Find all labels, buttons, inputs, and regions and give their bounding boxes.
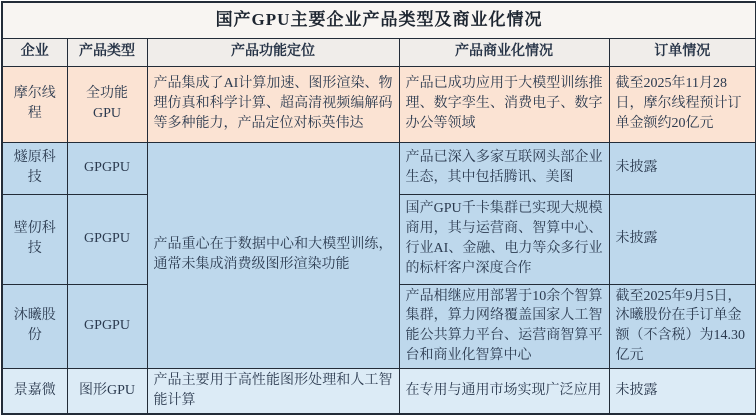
product-type-cell: GPGPU [67, 284, 147, 369]
function-cell-merged: 产品重心在于数据中心和大模型训练，通常未集成消费级图形渲染功能 [147, 142, 399, 369]
col-header-product-type: 产品类型 [67, 38, 147, 66]
col-header-commercial: 产品商业化情况 [399, 38, 609, 66]
orders-cell: 截至2025年9月5日，沐曦股份在手订单金额（不含税）为14.30亿元 [609, 284, 756, 369]
orders-cell: 未披露 [609, 194, 756, 284]
product-type-cell: GPGPU [67, 194, 147, 284]
company-cell: 燧原科技 [2, 142, 67, 194]
col-header-company: 企业 [2, 38, 67, 66]
function-cell: 产品集成了AI计算加速、图形渲染、物理仿真和科学计算、超高清视频编解码等多种能力，产品定位对标英伟达 [147, 66, 399, 142]
product-type-cell: GPGPU [67, 142, 147, 194]
company-cell: 景嘉微 [2, 369, 67, 414]
commercial-cell: 产品已成功应用于大模型训练推理、数字孪生、消费电子、数字办公等领域 [399, 66, 609, 142]
table-row-enflame [2, 142, 756, 194]
product-type-cell: 图形GPU [67, 369, 147, 414]
company-cell: 壁仞科技 [2, 194, 67, 284]
title-row [2, 2, 756, 38]
table-row-moore-threads [2, 66, 756, 142]
orders-cell: 截至2025年11月28日，摩尔线程预计订单金额约20亿元 [609, 66, 756, 142]
table-title: 国产GPU主要企业产品类型及商业化情况 [2, 2, 756, 38]
commercial-cell: 产品已深入多家互联网头部企业生态，其中包括腾讯、美图 [399, 142, 609, 194]
commercial-cell: 国产GPU千卡集群已实现大规模商用，其与运营商、智算中心、行业AI、金融、电力等众多行业的标杆客户深度合作 [399, 194, 609, 284]
company-cell: 沐曦股份 [2, 284, 67, 369]
commercial-cell: 在专用与通用市场实现广泛应用 [399, 369, 609, 414]
col-header-orders: 订单情况 [609, 38, 756, 66]
gpu-table-container [0, 1, 756, 411]
function-cell: 产品主要用于高性能图形处理和人工智能计算 [147, 369, 399, 414]
table-row-jingjiamicro [2, 369, 756, 414]
company-cell: 摩尔线程 [2, 66, 67, 142]
gpu-companies-table [1, 1, 756, 415]
col-header-function: 产品功能定位 [147, 38, 399, 66]
header-row [2, 38, 756, 66]
orders-cell: 未披露 [609, 142, 756, 194]
orders-cell: 未披露 [609, 369, 756, 414]
product-type-cell: 全功能GPU [67, 66, 147, 142]
commercial-cell: 产品相继应用部署于10余个智算集群，算力网络覆盖国家人工智能公共算力平台、运营商智算平台和商业化智算中心 [399, 284, 609, 369]
